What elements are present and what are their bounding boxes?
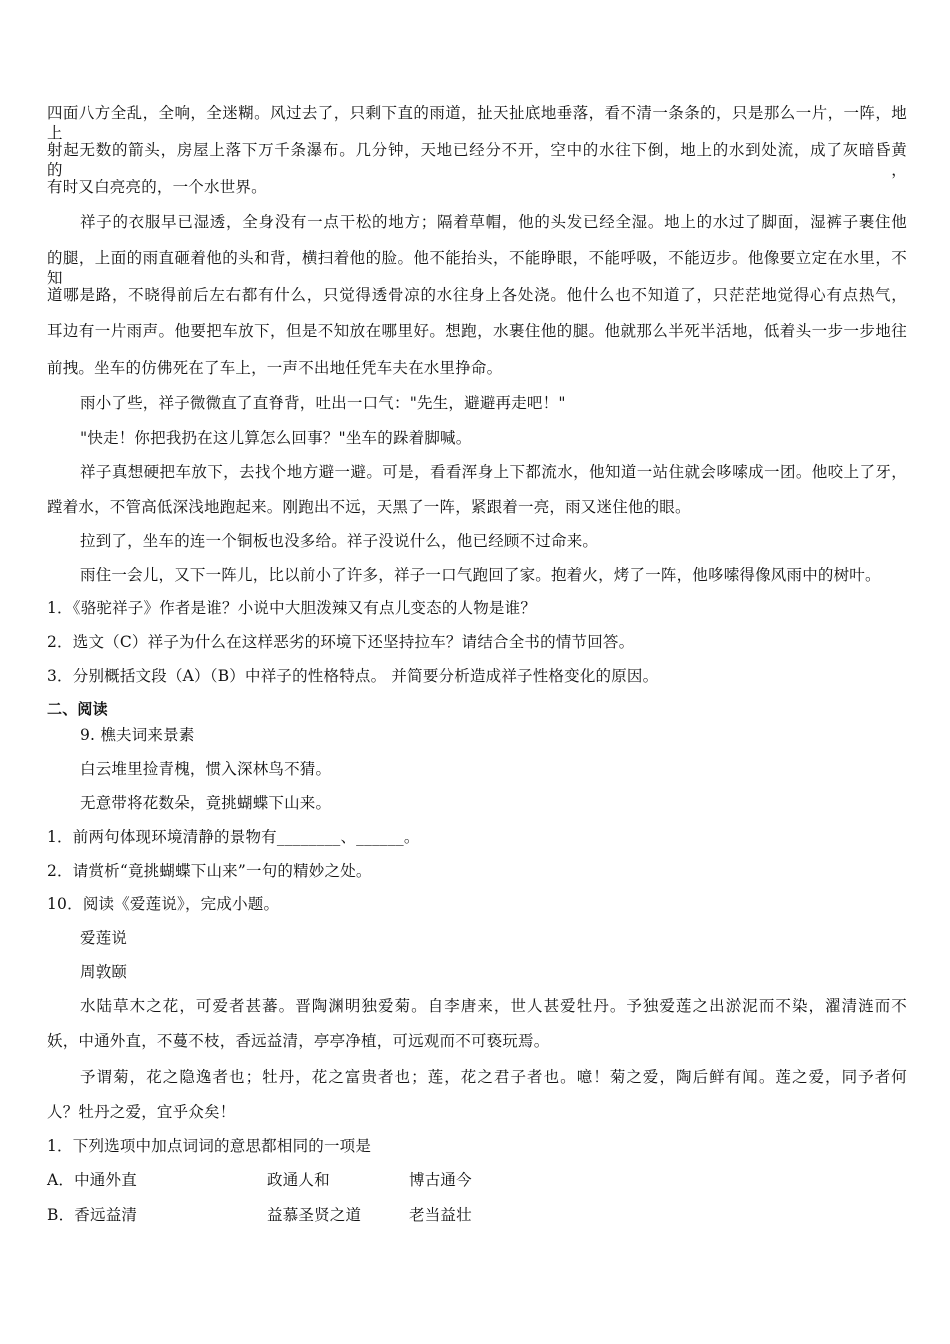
q10-para2-line-1: 予谓菊，花之隐逸者也；牡丹，花之富贵者也；莲，花之君子者也。噫！菊之爱，陶后鲜有闻。莲之爱，同予者何 bbox=[80, 1068, 907, 1086]
story-p4-line-1: 祥子真想硬把车放下，去找个地方避一避。可是，看看浑身上下都流水，他知道一站住就会哆嗦成一团。他咬上了牙， bbox=[80, 463, 907, 481]
story-p1-line-1: 祥子的衣服早已湿透，全身没有一点干松的地方；隔着草帽，他的头发已经全湿。地上的水过了脚面，湿裤子裹住他 bbox=[80, 213, 907, 231]
q10-heading: 10．阅读《爱莲说》，完成小题。 bbox=[47, 895, 280, 913]
q10-para2-line-2: 人？牡丹之爱，宜乎众矣！ bbox=[47, 1103, 236, 1121]
q9-sub-2: 2．请赏析“竟挑蝴蝶下山来”一句的精妙之处。 bbox=[47, 862, 372, 880]
story-p1-line-2: 的腿，上面的雨直砸着他的头和背，横扫着他的脸。他不能抬头，不能睁眼，不能呼吸，不能迈步。他像要立定在水里，不知 bbox=[47, 249, 907, 287]
question-3: 3．分别概括文段（A）（B）中祥子的性格特点。 并简要分析造成祥子性格变化的原因。 bbox=[47, 667, 659, 685]
option-a-label: A．中通外直 bbox=[47, 1171, 137, 1189]
option-a-b: 政通人和 bbox=[267, 1171, 330, 1189]
story-p1-line-3: 道哪是路，不晓得前后左右都有什么，只觉得透骨凉的水往身上各处浇。他什么也不知道了，只茫茫地觉得心有点热气， bbox=[47, 286, 907, 304]
q10-essay-author: 周敦颐 bbox=[80, 963, 128, 981]
story-p0-line-3: 有时又白亮亮的，一个水世界。 bbox=[47, 178, 267, 196]
option-a-c: 博古通今 bbox=[409, 1171, 472, 1189]
q10-essay-title: 爱莲说 bbox=[80, 929, 128, 947]
option-b-label: B．香远益清 bbox=[47, 1206, 138, 1224]
q9-poem-line-1: 白云堆里捡青槐，惯入深林鸟不猜。 bbox=[80, 760, 332, 778]
story-p0-line-2: 射起无数的箭头，房屋上落下万千条瀑布。几分钟，天地已经分不开，空中的水往下倒，地上的水到处流，成了灰暗昏黄的， bbox=[47, 141, 907, 179]
q9-sub-1: 1．前两句体现环境清静的景物有________、______。 bbox=[47, 828, 420, 846]
story-p2: 雨小了些，祥子微微直了直脊背，吐出一口气："先生，避避再走吧！" bbox=[80, 394, 566, 412]
q10-para1-line-2: 妖，中通外直，不蔓不枝，香远益清，亭亭净植，可远观而不可亵玩焉。 bbox=[47, 1032, 550, 1050]
option-b-c: 老当益壮 bbox=[409, 1206, 472, 1224]
q9-poem-line-2: 无意带将花数朵，竟挑蝴蝶下山来。 bbox=[80, 794, 332, 812]
question-2: 2．选文（C）祥子为什么在这样恶劣的环境下还坚持拉车？请结合全书的情节回答。 bbox=[47, 633, 635, 651]
story-p3: "快走！你把我扔在这儿算怎么回事？"坐车的跺着脚喊。 bbox=[80, 429, 472, 447]
story-p0-line-1: 四面八方全乱，全响，全迷糊。风过去了，只剩下直的雨道，扯天扯底地垂落，看不清一条条的，只是那么一片，一阵，地上 bbox=[47, 104, 907, 142]
question-1: 1．《骆驼祥子》作者是谁？小说中大胆泼辣又有点儿变态的人物是谁？ bbox=[47, 599, 537, 617]
option-b-b: 益慕圣贤之道 bbox=[267, 1206, 362, 1224]
q10-sub-1: 1．下列选项中加点词词的意思都相同的一项是 bbox=[47, 1137, 372, 1155]
q10-para1-line-1: 水陆草木之花，可爱者甚蕃。晋陶渊明独爱菊。自李唐来，世人甚爱牡丹。予独爱莲之出淤泥而不染，濯清涟而不 bbox=[80, 997, 907, 1015]
story-p1-line-4: 耳边有一片雨声。他要把车放下，但是不知放在哪里好。想跑，水裹住他的腿。他就那么半死半活地，低着头一步一步地往 bbox=[47, 322, 907, 340]
story-p5: 拉到了，坐车的连一个铜板也没多给。祥子没说什么，他已经顾不过命来。 bbox=[80, 532, 599, 550]
story-p4-line-2: 蹚着水，不管高低深浅地跑起来。刚跑出不远，天黑了一阵，紧跟着一亮，雨又迷住他的眼。 bbox=[47, 498, 691, 516]
story-p6: 雨住一会儿，又下一阵儿，比以前小了许多，祥子一口气跑回了家。抱着火，烤了一阵，他哆嗦得像风雨中的树叶。 bbox=[80, 566, 881, 584]
section-title: 二、阅读 bbox=[47, 700, 108, 718]
q9-heading: 9. 樵夫词来景素 bbox=[80, 726, 195, 744]
story-p1-line-5: 前拽。坐车的仿佛死在了车上，一声不出地任凭车夫在水里挣命。 bbox=[47, 359, 503, 377]
